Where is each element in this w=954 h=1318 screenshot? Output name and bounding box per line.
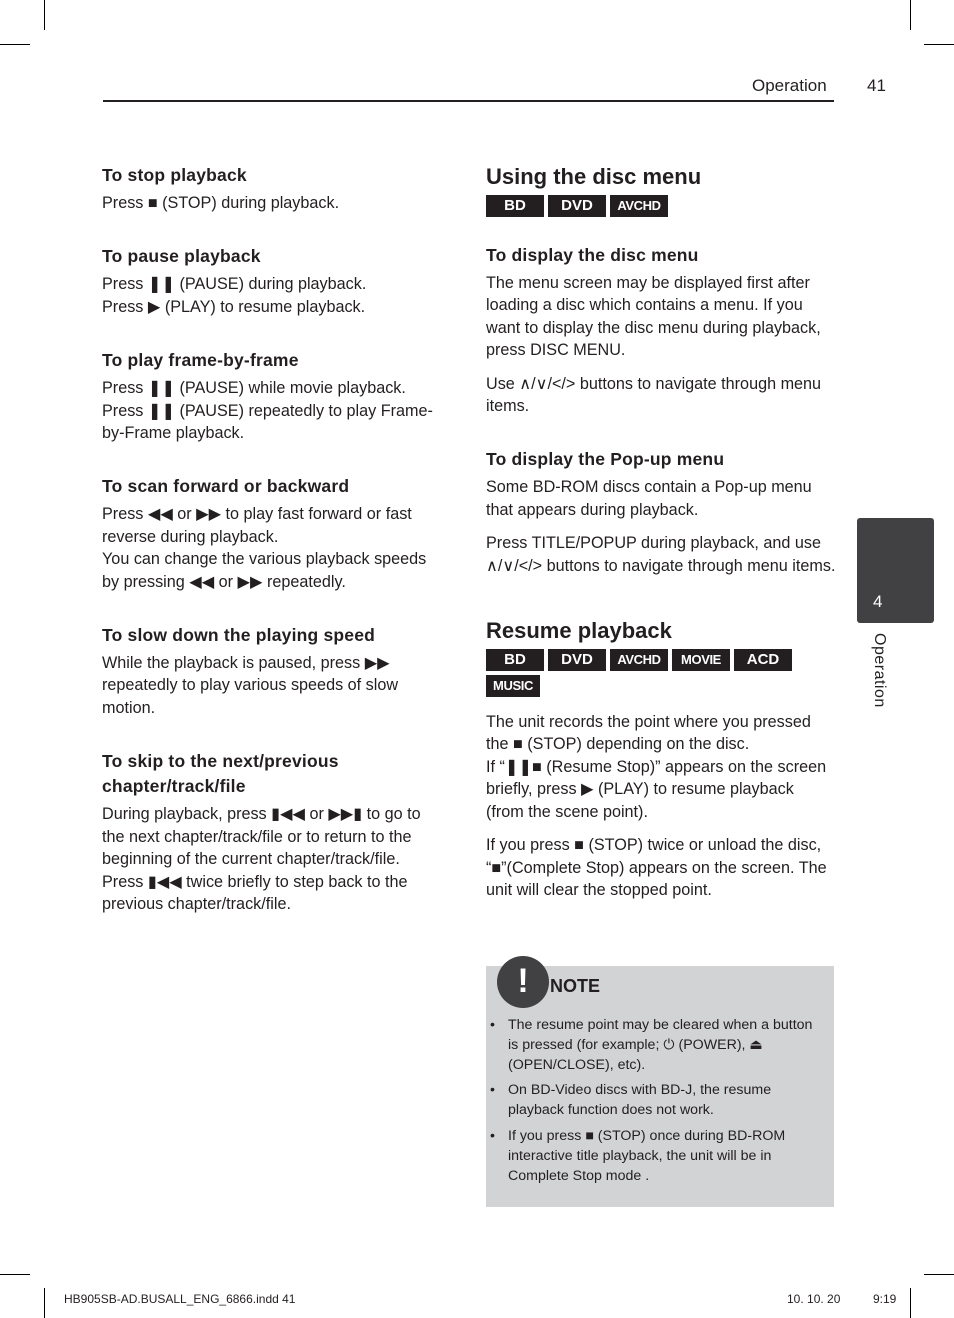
crop-mark: [0, 44, 30, 45]
section-stop: [102, 163, 442, 214]
crop-mark: [44, 1288, 45, 1318]
section-pause: [102, 244, 442, 318]
body-text: While the playback is paused, press ▶▶ repeatedly to play various speeds of slow motion.: [102, 654, 399, 717]
note-item-text: On BD-Video discs with BD-J, the resume playback function does not work.: [508, 1082, 772, 1119]
exclamation-icon: !: [497, 956, 549, 1008]
footer-file: HB905SB-AD.BUSALL_ENG_6866.indd 41: [64, 1292, 296, 1306]
badge-movie: MOVIE: [672, 649, 730, 671]
crop-mark: [924, 1274, 954, 1275]
body-text: Use ∧/∨/</> buttons to navigate through menu items.: [486, 374, 822, 416]
crop-mark: [0, 1274, 30, 1275]
disc-type-badges: [486, 195, 806, 217]
section-heading: To stop playback: [102, 165, 247, 185]
crop-mark: [910, 1288, 911, 1318]
body-text: Press ■ (STOP) during playback.: [102, 194, 340, 212]
body-text: You can change the various playback speeds by pressing ◀◀ or ▶▶ repeatedly.: [102, 550, 427, 591]
badge-bd: BD: [486, 195, 544, 217]
note-item: • The resume point may be cleared when a button is pressed (for example; ⏻ (POWER), ⏏ (OPEN/CLOSE), etc).: [490, 1017, 813, 1073]
badge-dvd: DVD: [548, 195, 606, 217]
badge-dvd: DVD: [548, 649, 606, 671]
body-text: Press ◀◀ or ▶▶ to play fast forward or fast reverse during playback.: [102, 505, 412, 546]
body-text: The menu screen may be displayed first after loading a disc which contains a menu. If you want to display the disc menu during playback, press DISC MENU.: [486, 274, 821, 360]
section-frame: [102, 348, 442, 444]
disc-menu-title: Using the disc menu: [486, 164, 702, 189]
section-slow: [102, 623, 442, 719]
section-scan: [102, 474, 442, 593]
section-heading: To pause playback: [102, 246, 261, 267]
body-text: Press ❚❚ (PAUSE) during playback.: [102, 275, 367, 294]
note-item: • On BD-Video discs with BD-J, the resume playback function does not work.: [490, 1082, 772, 1119]
crop-mark: [910, 0, 911, 30]
body-text: The unit records the point where you pressed the ■ (STOP) depending on the disc.: [486, 713, 811, 754]
badge-acd: ACD: [734, 649, 792, 671]
badge-avchd: AVCHD: [610, 649, 668, 671]
section-skip: [102, 749, 442, 915]
running-header-section: Operation: [752, 76, 827, 95]
crop-mark: [924, 44, 954, 45]
body-text: Press ❚❚ (PAUSE) while movie playback.: [102, 379, 406, 398]
badge-avchd: AVCHD: [610, 195, 668, 217]
section-heading: To scan forward or backward: [102, 476, 350, 497]
section-heading: To display the Pop-up menu: [486, 449, 725, 470]
resume-playback-title: Resume playback: [486, 618, 672, 644]
right-column: [486, 163, 836, 901]
badge-music: MUSIC: [486, 675, 540, 697]
body-text: If you press ■ (STOP) twice or unload the disc, “■”(Complete Stop) appears on the screen. The unit will clear the stopped point.: [486, 836, 827, 899]
note-box: [486, 962, 834, 1207]
chapter-tab-label: Operation: [871, 633, 888, 708]
body-text: Press ▮◀◀ twice briefly to step back to the previous chapter/track/file.: [102, 872, 408, 913]
section-heading: To play frame-by-frame: [102, 350, 299, 371]
section-heading: To slow down the playing speed: [102, 625, 376, 646]
page-number: 41: [867, 76, 886, 95]
note-item: • If you press ■ (STOP) once during BD-ROM interactive title playback, the unit will be in Complete Stop mode .: [490, 1127, 786, 1184]
note-list: [490, 1016, 818, 1192]
note-item-text: If you press ■ (STOP) once during BD-ROM interactive title playback, the unit will be in Complete Stop mode .: [508, 1127, 786, 1184]
body-text: Press ▶ (PLAY) to resume playback.: [102, 297, 366, 316]
body-text: If “❚❚■ (Resume Stop)” appears on the screen briefly, press ▶ (PLAY) to resume playback (from the scene point).: [486, 757, 827, 821]
note-item-text: The resume point may be cleared when a button is pressed (for example; ⏻ (POWER), ⏏ (OPEN/CLOSE), etc).: [508, 1017, 813, 1073]
crop-mark: [44, 0, 45, 30]
body-text: During playback, press ▮◀◀ or ▶▶▮ to go to the next chapter/track/file or to return to the beginning of the current chapter/track/file.: [102, 805, 421, 869]
body-text: Press ❚❚ (PAUSE) repeatedly to play Frame-by-Frame playback.: [102, 401, 433, 443]
footer-time: 9:19: [873, 1292, 897, 1306]
body-text: Press TITLE/POPUP during playback, and use ∧/∨/</> buttons to navigate through menu items.: [486, 534, 836, 575]
chapter-tab: [857, 518, 934, 623]
section-heading: To skip to the next/previous chapter/track/file: [102, 751, 339, 797]
section-heading: To display the disc menu: [486, 245, 699, 265]
body-text: Some BD-ROM discs contain a Pop-up menu that appears during playback.: [486, 478, 812, 519]
left-column: [102, 163, 442, 945]
note-title: NOTE: [550, 976, 601, 996]
chapter-number: 4: [873, 592, 883, 611]
disc-type-badges: [486, 649, 806, 697]
badge-bd: BD: [486, 649, 544, 671]
header-rule: [103, 100, 834, 102]
footer-date: 10. 10. 20: [787, 1292, 841, 1306]
